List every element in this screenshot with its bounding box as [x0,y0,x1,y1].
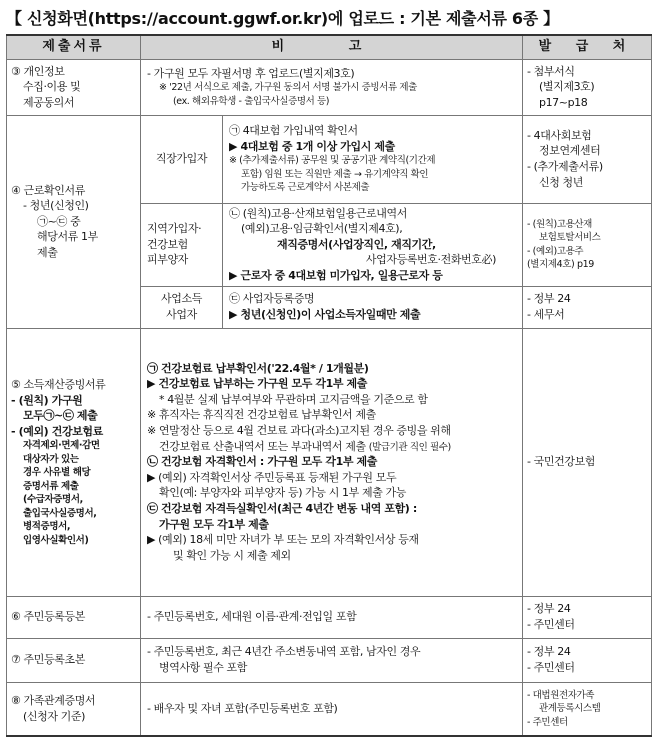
employment-docs-name: ④ 근로확인서류 - 청년(신청인) ㉠~㉢ 중 해당서류 1부 제출 [7,115,141,328]
business-issuer: - 정부 24 - 세무서 [523,286,652,328]
documents-table [6,34,652,737]
business-remarks: ㉢ 사업자등록증명 ▶ 청년(신청인)이 사업소득자일때만 제출 [223,286,523,328]
header-docs: 제출서류 [7,35,141,59]
income-asset-issuer: - 국민건강보험 [523,328,652,596]
resident-abstract-issuer: - 정부 24 - 주민센터 [523,638,652,682]
income-asset-remarks: ㉠ 건강보험료 납부확인서('22.4월* / 1개월분) ▶ 건강보험료 납부하는 가구원 모두 각1부 제출 * 4월분 실제 납부여부와 무관하며 고지금액을 기준으로 함 ※ 휴직자는 휴직직전 건강보험료 납부확인서 제출 ※ 연말정산 등으로 4월 건보료 과다(과소)고지된 경우 증빙을 위해 건강보험료 산출내역서 또는 부과내역서 제출 (발급기관 직인 필수) ㉡ 건강보험 자격확인서 : 가구원 모두 각1부 제출 ▶ (예외) 자격확인서상 주민등록표 등재된 가구원 모두 확인(예: 부양자와 피부양자 등) 가능 시 1부 제출 가능 ㉢ 건강보험 자격득실확인서(최근 4년간 변동 내역 포함) : 가구원 모두 각1부 제출 ▶ (예외) 18세 미만 자녀가 부 또는 모의 자격확인서상 등재 및 확인 가능 시 제출 제외 [141,328,523,596]
resident-register-remarks: - 주민등록번호, 세대원 이름·관계·전입일 포함 [141,596,523,638]
header-remarks: 비 고 [141,35,523,59]
privacy-consent-issuer: - 첨부서식 (별지제3호) p17~p18 [523,59,652,115]
regional-issuer: - (원칙)고용산재 보험토탈서비스 - (예외)고용주 (별지제4호) p19 [523,203,652,286]
privacy-consent-remarks: - 가구원 모두 자필서명 후 업로드(별지제3호) ※ '22년 서식으로 제출, 가구원 동의서 서명 불가시 증빙서류 제출 (ex. 해외유학생 - 출입국사실증명서 등) [141,59,523,115]
privacy-consent-name: ③ 개인정보 수집·이용 및 제공동의서 [7,59,141,115]
row-income-asset [7,328,652,596]
page-title: 【 신청화면(https://account.ggwf.or.kr)에 업로드 : 기본 제출서류 6종 】 [6,9,559,28]
row-resident-abstract [7,638,652,682]
resident-abstract-remarks: - 주민등록번호, 최근 4년간 주소변동내역 포함, 남자인 경우 병역사항 필수 포함 [141,638,523,682]
family-relation-remarks: - 배우자 및 자녀 포함(주민등록번호 포함) [141,682,523,736]
regional-remarks: ㉡ (원칙)고용·산재보험일용근로내역서 (예외)고용·임금확인서(별지제4호), 재직증명서(사업장직인, 재직기간, 사업자등록번호·전화번호必) ▶ 근로자 중 4대보험 미가입자, 일용근로자 등 [223,203,523,286]
header-row [7,35,652,59]
resident-register-name: ⑥ 주민등록등본 [7,596,141,638]
row-family-relation [7,682,652,736]
resident-register-issuer: - 정부 24 - 주민센터 [523,596,652,638]
family-relation-issuer: - 대법원전자가족 관계등록시스템 - 주민센터 [523,682,652,736]
employee-label: 직장가입자 [141,115,223,203]
employee-remarks: ㉠ 4대보험 가입내역 확인서 ▶ 4대보험 중 1개 이상 가입시 제출 ※ (추가제출서류) 공무원 및 공공기관 계약직(기간제 포함) 임원 또는 직원만 제출 → 유기계약직 확인 가능하도록 근로계약서 사본제출 [223,115,523,203]
income-asset-name: ⑤ 소득재산증빙서류 - (원칙) 가구원 모두㉠~㉢ 제출 - (예외) 건강보험료 자격제외·면제·감면 대상자가 있는 경우 사유별 해당 증명서류 제출 (수급자증명서, 출입국사실증명서, 병적증명서, 입영사실확인서) [7,328,141,596]
employee-issuer: - 4대사회보험 정보연계센터 - (추가제출서류) 신청 청년 [523,115,652,203]
regional-label: 지역가입자· 건강보험 피부양자 [141,203,223,286]
resident-abstract-name: ⑦ 주민등록초본 [7,638,141,682]
business-label: 사업소득 사업자 [141,286,223,328]
row-resident-register [7,596,652,638]
family-relation-name: ⑧ 가족관계증명서 (신청자 기준) [7,682,141,736]
row-employment-employee [7,115,652,203]
row-privacy-consent [7,59,652,115]
header-issuer: 발 급 처 [523,35,652,59]
